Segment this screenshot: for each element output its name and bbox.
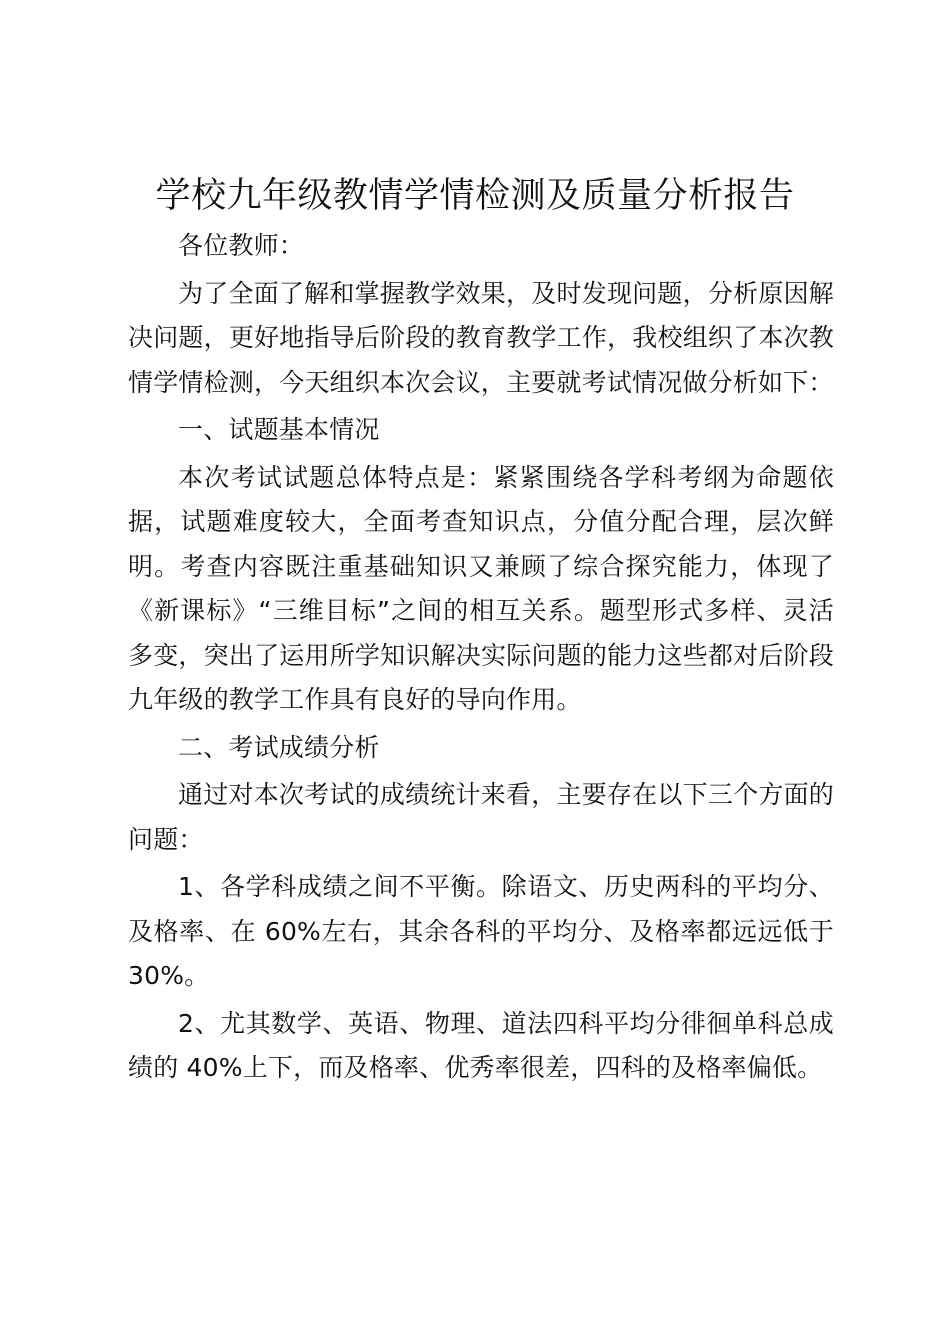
document-body (128, 224, 834, 1091)
section-heading-2: 二、考试成绩分析 (178, 732, 380, 762)
section-paragraph-2: 通过对本次考试的成绩统计来看，主要存在以下三个方面的问题： (128, 780, 834, 854)
section-heading-1: 一、试题基本情况 (178, 415, 380, 444)
section-paragraph-1: 本次考试试题总体特点是：紧紧围绕各学科考纲为命题依据，试题难度较大，全面考查知识点，分值分配合理，层次鲜明。考查内容既注重基础知识又兼顾了综合探究能力，体现了《新课标》“三维目标”之间的相互关系。题型形式多样、灵活多变，突出了运用所学知识解决实际问题的能力这些都对后阶段九年级的教学工作具有良好的导向作用。 (128, 462, 834, 714)
intro-paragraph: 为了全面了解和掌握教学效果，及时发现问题，分析原因解决问题，更好地指导后阶段的教育教学工作，我校组织了本次教情学情检测，今天组织本次会议，主要就考试情况做分析如下： (128, 278, 834, 397)
list-item-2: 2、尤其数学、英语、物理、道法四科平均分徘徊单科总成绩的 40%上下，而及格率、优秀率很差，四科的及格率偏低。 (128, 1008, 834, 1082)
greeting-paragraph: 各位教师： (178, 231, 305, 260)
document-title: 学校九年级教情学情检测及质量分析报告 (155, 176, 795, 216)
list-item-1: 1、各学科成绩之间不平衡。除语文、历史两科的平均分、及格率、在 60%左右，其余各科的平均分、及格率都远远低于 30%。 (128, 872, 834, 990)
